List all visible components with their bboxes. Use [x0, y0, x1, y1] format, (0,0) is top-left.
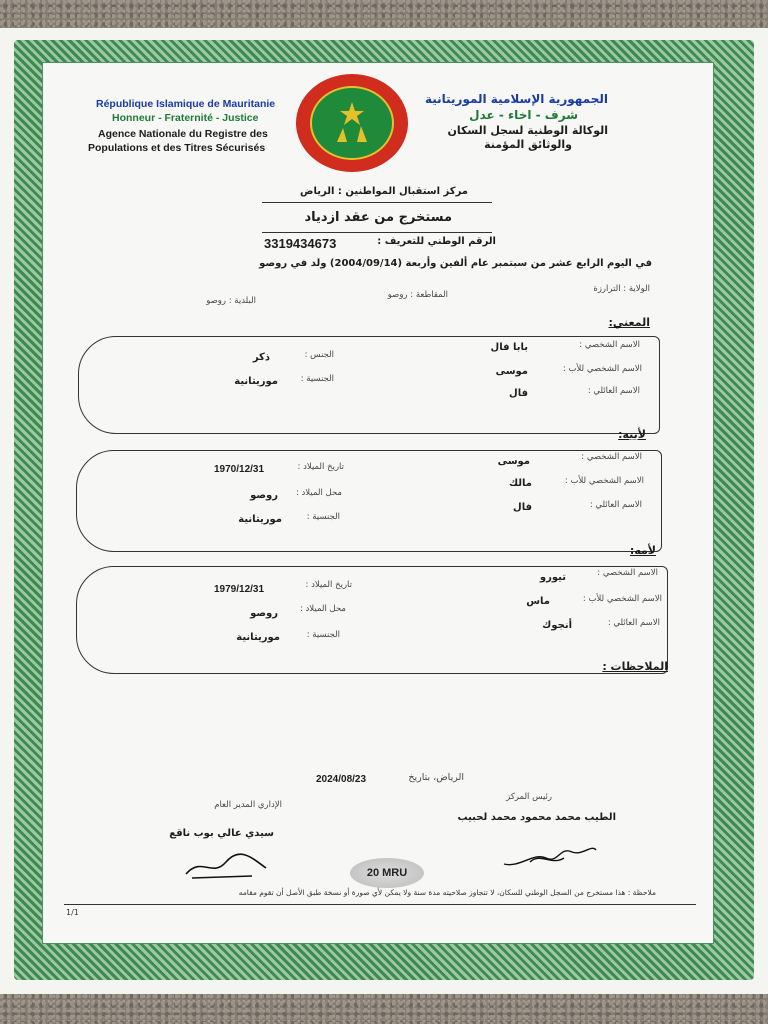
left-signatory-role: الإداري المدير العام	[214, 800, 282, 810]
father-family-name-label: الاسم العائلي :	[589, 500, 642, 510]
father-nationality-label: الجنسية :	[306, 512, 340, 522]
person-sex: ذكر	[252, 352, 270, 363]
birth-sentence: في اليوم الرابع عشر من سبتمبر عام ألفين وأربعة (2004/09/14) ولد في روصو	[259, 258, 652, 269]
fr-country: République Islamique de Mauritanie	[96, 98, 276, 110]
title-rule-1	[262, 202, 492, 203]
reception-center: مركز استقبال المواطنين : الرياض	[300, 186, 468, 197]
father-first-name-label: الاسم الشخصي :	[581, 452, 642, 462]
mother-section-title: لأمه:	[629, 544, 656, 557]
father-father-name-label: الاسم الشخصي للأب :	[564, 476, 644, 486]
person-first-name-label: الاسم الشخصي :	[579, 340, 640, 350]
mother-dob: 1979/12/31	[214, 584, 265, 595]
person-father-name-label: الاسم الشخصي للأب :	[562, 364, 642, 374]
person-section-title: المعني:	[608, 316, 650, 329]
person-sex-label: الجنس :	[304, 350, 334, 360]
nni-value: 3319434673	[264, 236, 337, 251]
father-nationality: موريتانية	[238, 514, 282, 525]
star-crescent-icon	[327, 100, 377, 146]
fr-motto: Honneur - Fraternité - Justice	[112, 112, 259, 124]
father-dob-label: تاريخ الميلاد :	[297, 462, 344, 472]
commune: البلدية : روصو	[206, 296, 256, 306]
moughataa: المقاطعة : روصو	[387, 290, 448, 300]
father-father-name: مالك	[508, 478, 532, 489]
footer-note: ملاحظة : هذا مستخرج من السجل الوطني للسكان، لا تتجاوز صلاحيته مدة سنة ولا يمكن لأي صورة أو نسخة طبق الأصل أن تقوم مقامه	[238, 888, 656, 897]
right-signature-icon	[500, 838, 600, 872]
person-family-name-label: الاسم العائلي :	[587, 386, 640, 396]
mother-pob: روصو	[250, 608, 278, 619]
person-father-name: موسى	[495, 366, 528, 377]
issue-date: 2024/08/23	[316, 774, 367, 785]
person-family-name: فال	[509, 388, 528, 399]
mother-family-name: أنجوك	[542, 620, 572, 631]
seal-emblem	[310, 86, 394, 160]
national-seal	[296, 74, 408, 172]
nni-label: الرقم الوطني للتعريف :	[377, 236, 496, 247]
mother-father-name-label: الاسم الشخصي للأب :	[582, 594, 662, 604]
place-date-label: الرياض، بتاريخ	[408, 772, 464, 783]
mother-family-name-label: الاسم العائلي :	[607, 618, 660, 628]
mother-nationality: موريتانية	[236, 632, 280, 643]
father-pob-label: محل الميلاد :	[295, 488, 342, 498]
mother-first-name-label: الاسم الشخصي :	[597, 568, 658, 578]
person-nationality: موريتانية	[234, 376, 278, 387]
ar-agency-1: الوكالة الوطنية لسجل السكان	[447, 124, 608, 137]
document-title: مستخرج من عقد ازدياد	[304, 210, 452, 225]
mother-pob-label: محل الميلاد :	[299, 604, 346, 614]
fr-agency-2: Populations et des Titres Sécurisés	[88, 142, 266, 154]
person-first-name: بابا فال	[490, 342, 528, 353]
fee-stamp: 20 MRU	[350, 858, 424, 888]
father-dob: 1970/12/31	[214, 464, 265, 475]
notes-title: الملاحظات :	[602, 660, 668, 673]
mother-nationality-label: الجنسية :	[306, 630, 340, 640]
father-first-name: موسى	[497, 456, 530, 467]
page-number: 1/1	[66, 908, 79, 917]
title-rule-2	[262, 232, 492, 233]
right-signatory-name: الطيب محمد محمود محمد لحبيب	[457, 812, 616, 823]
right-signatory-role: رئيس المركز	[506, 792, 552, 802]
father-pob: روصو	[250, 490, 278, 501]
ar-country: الجمهورية الإسلامية الموريتانية	[424, 92, 608, 106]
mother-dob-label: تاريخ الميلاد :	[305, 580, 352, 590]
fr-agency-1: Agence Nationale du Registre des	[98, 128, 268, 140]
father-family-name: فال	[513, 502, 532, 513]
person-box	[78, 336, 660, 434]
person-nationality-label: الجنسية :	[300, 374, 334, 384]
left-signature-icon	[182, 852, 270, 882]
left-signatory-name: سيدي عالي بوب ناقع	[169, 828, 274, 839]
ar-agency-2: والوثائق المؤمنة	[484, 138, 572, 151]
mother-father-name: ماس	[526, 596, 550, 607]
ar-motto: شرف - اخاء - عدل	[469, 108, 578, 122]
mother-first-name: تيورو	[539, 572, 566, 583]
father-box	[76, 450, 662, 552]
mother-box	[76, 566, 668, 674]
footer-rule	[64, 904, 696, 905]
father-section-title: لأبيه:	[618, 428, 646, 441]
wilaya: الولاية : الترارزة	[593, 284, 650, 294]
